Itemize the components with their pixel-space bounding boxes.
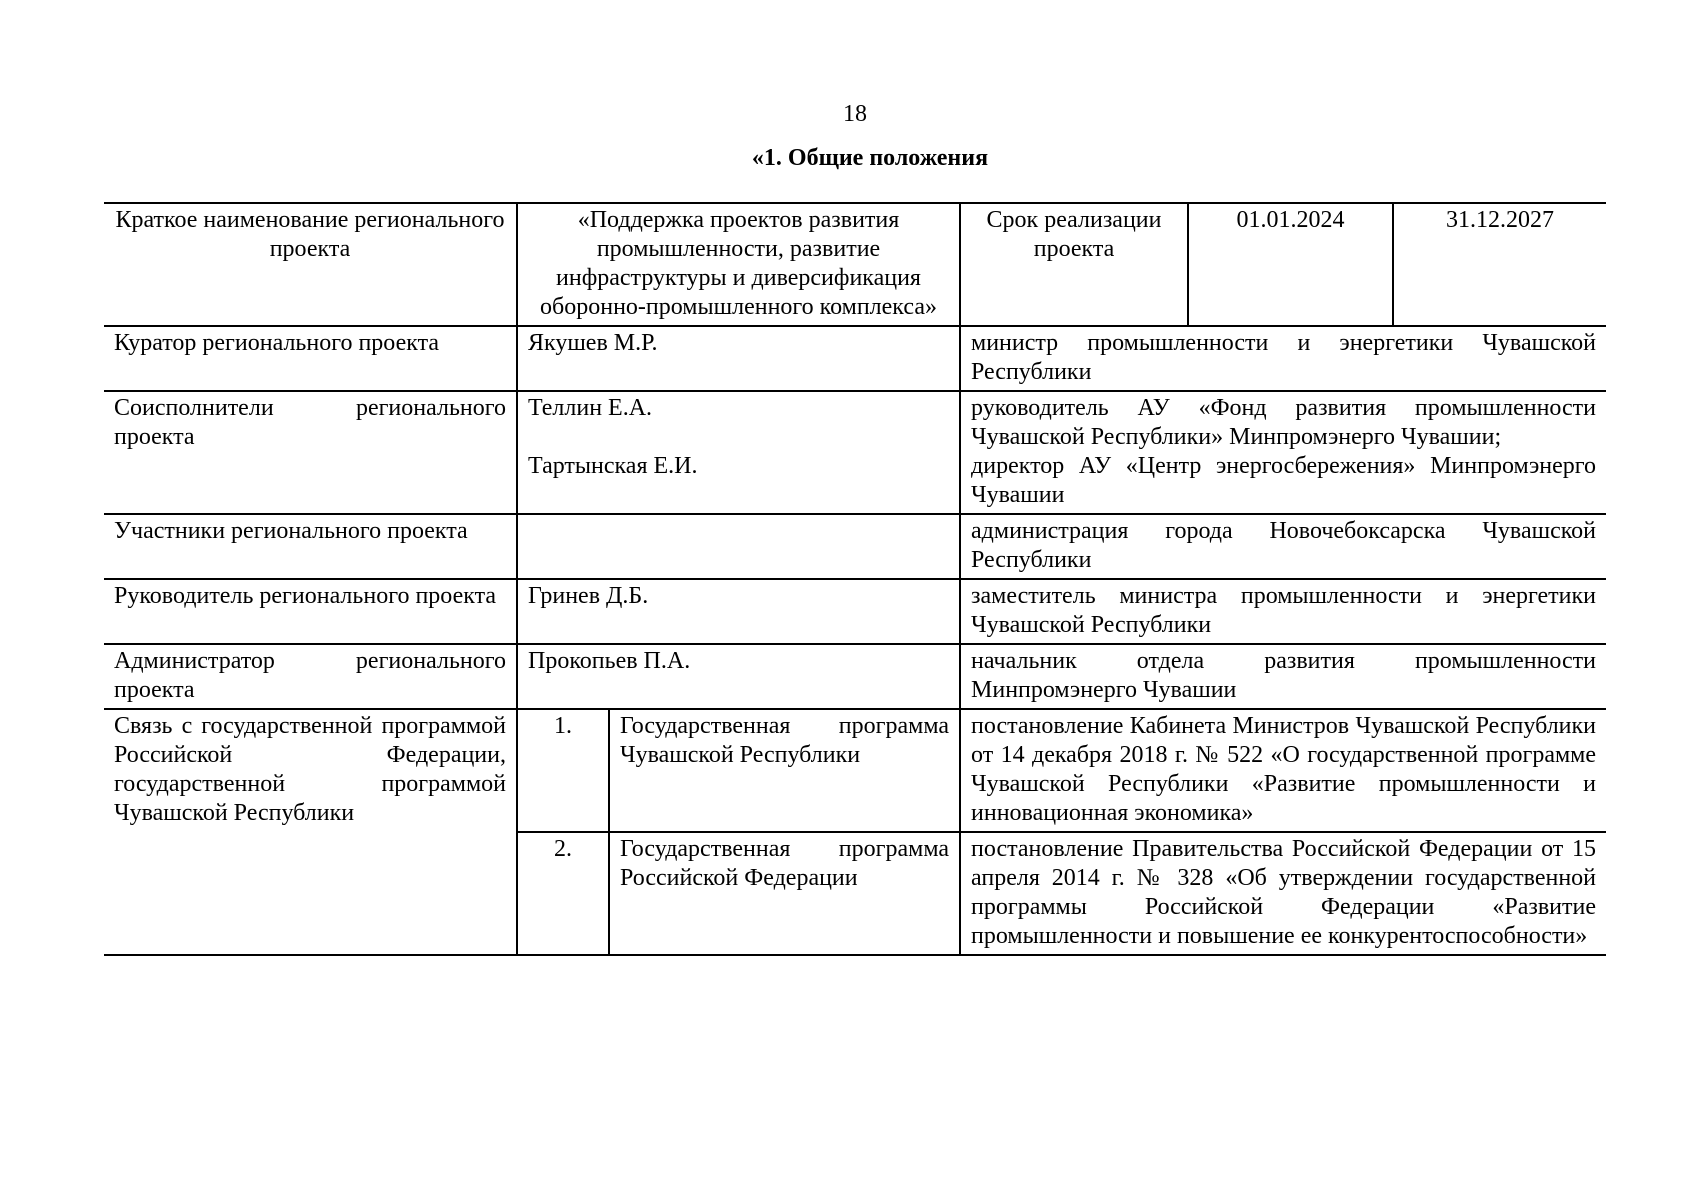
general-provisions-table: [104, 202, 1606, 956]
administrator-name: Прокопьев П.А.: [517, 644, 960, 709]
participants-label: Участники регионального проекта: [104, 514, 517, 579]
short-name-value: «Поддержка проектов развития промышленности, развитие инфраструктуры и диверсификация оборонно-промышленного комплекса»: [517, 203, 960, 326]
participants-name: [517, 514, 960, 579]
term-label: Срок реализации проекта: [960, 203, 1188, 326]
curator-name: Якушев М.Р.: [517, 326, 960, 391]
administrator-label: Администратор регионального проекта: [104, 644, 517, 709]
head-position: заместитель министра промышленности и энергетики Чувашской Республики: [960, 579, 1606, 644]
head-label: Руководитель регионального проекта: [104, 579, 517, 644]
end-date: 31.12.2027: [1393, 203, 1606, 326]
program-act-1: постановление Кабинета Министров Чувашской Республики от 14 декабря 2018 г. № 522 «О государственной программе Чувашской Республики «Развитие промышленности и инновационная экономика»: [960, 709, 1606, 832]
table-row: [104, 709, 1606, 832]
coexecutor-name-1: Теллин Е.А.: [528, 395, 653, 421]
coexecutor-position-2: директор АУ «Центр энергосбережения» Минпромэнерго Чувашии: [971, 453, 1597, 508]
administrator-position: начальник отдела развития промышленности Минпромэнерго Чувашии: [960, 644, 1606, 709]
curator-position: министр промышленности и энергетики Чувашской Республики: [960, 326, 1606, 391]
coexecutors-positions: [960, 391, 1606, 514]
table-row: [104, 579, 1606, 644]
program-name-1: Государственная программа Чувашской Республики: [609, 709, 960, 832]
participants-position: администрация города Новочебоксарска Чувашской Республики: [960, 514, 1606, 579]
table-row: [104, 391, 1606, 514]
page-number: 18: [843, 101, 867, 127]
curator-label: Куратор регионального проекта: [104, 326, 517, 391]
coexecutors-label: Соисполнители регионального проекта: [104, 391, 517, 514]
section-title: «1. Общие положения: [751, 145, 989, 171]
program-number-1: 1.: [517, 709, 609, 832]
table-row: [104, 326, 1606, 391]
program-act-2: постановление Правительства Российской Федерации от 15 апреля 2014 г. № 328 «Об утверждении государственной программы Российской Федерации «Развитие промышленности и повышение ее конкурентоспособности»: [960, 832, 1606, 955]
program-number-2: 2.: [517, 832, 609, 955]
coexecutor-position-1: руководитель АУ «Фонд развития промышленности Чувашской Республики» Минпромэнерго Чувашии;: [971, 395, 1597, 450]
table-row: [104, 514, 1606, 579]
coexecutors-names: [517, 391, 960, 514]
program-name-2: Государственная программа Российской Федерации: [609, 832, 960, 955]
table-row: [104, 203, 1606, 326]
head-name: Гринев Д.Б.: [517, 579, 960, 644]
start-date: 01.01.2024: [1188, 203, 1393, 326]
programs-label: Связь с государственной программой Российской Федерации, государственной программой Чувашской Республики: [104, 709, 517, 955]
short-name-label: Краткое наименование регионального проекта: [104, 203, 517, 326]
coexecutor-name-2: Тартынская Е.И.: [528, 453, 698, 479]
table-row: [104, 644, 1606, 709]
